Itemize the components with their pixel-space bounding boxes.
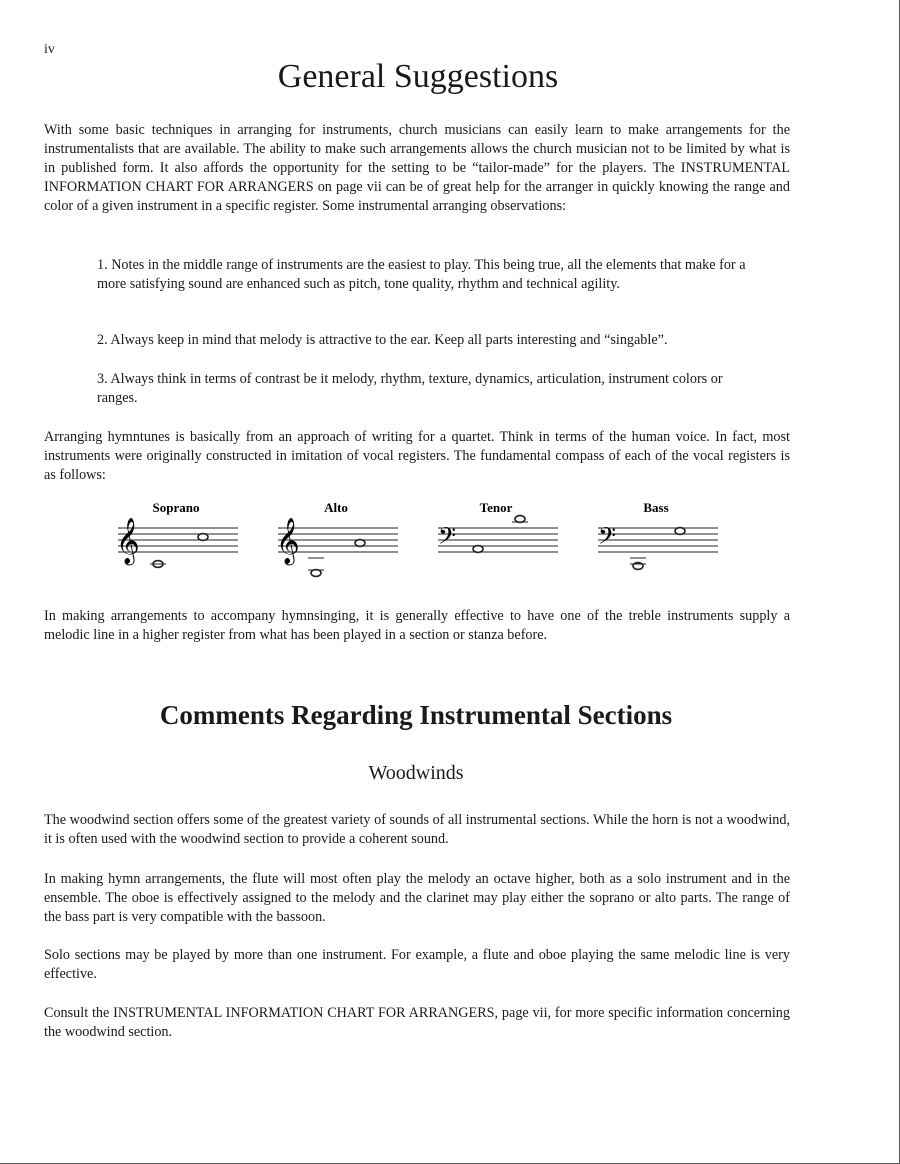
bass-clef-icon: 𝄢 xyxy=(598,522,617,555)
page-title: General Suggestions xyxy=(277,58,559,95)
observation-1: 1. Notes in the middle range of instruments are the easiest to play. This being true, all the elements that make for a more satisfying sound are enhanced such as pitch, tone quality, rhythm and technical agility. xyxy=(97,257,746,292)
staff-tenor xyxy=(438,500,558,555)
treble-clef-icon: 𝄞 xyxy=(276,518,300,564)
note-high xyxy=(675,528,685,535)
observation-2: 2. Always keep in mind that melody is attractive to the ear. Keep all parts interesting and “singable”. xyxy=(97,332,668,348)
note-high xyxy=(515,516,525,523)
staff-label-bass: Bass xyxy=(643,500,669,515)
staff-label-tenor: Tenor xyxy=(479,500,513,515)
note-low xyxy=(473,546,483,553)
woodwind-paragraph-1: The woodwind section offers some of the greatest variety of sounds of all instrumental sections. While the horn is not a woodwind, it is often used with the woodwind section to provide a coherent sound. xyxy=(44,812,790,847)
intro-paragraph: With some basic techniques in arranging for instruments, church musicians can easily learn to make arrangements for the instrumentalists that are available. The ability to make such arrangements allows the church musician not to be limited by what is in published form. It also affords the opportunity for the setting to be “tailor-made” for the players. The INSTRUMENTAL INFORMATION CHART FOR ARRANGERS on page vii can be of great help for the arranger in quickly knowing the range and color of a given instrument in a specific register. Some instrumental arranging observations: xyxy=(44,122,790,214)
note-high xyxy=(198,534,208,541)
observation-3: 3. Always think in terms of contrast be it melody, rhythm, texture, dynamics, articulation, instrument colors or ranges. xyxy=(97,371,723,406)
note-low xyxy=(311,570,321,577)
staff-soprano xyxy=(116,500,238,567)
hymn-paragraph: Arranging hymntunes is basically from an approach of writing for a quartet. Think in terms of the human voice. In fact, most instruments were originally constructed in imitation of vocal registers. The fundamental compass of each of the vocal registers is as follows: xyxy=(44,429,790,483)
staff-label-alto: Alto xyxy=(324,500,348,515)
treble-clef-icon: 𝄞 xyxy=(116,518,140,564)
page-number: iv xyxy=(44,42,55,57)
note-high xyxy=(355,540,365,547)
staff-alto xyxy=(276,500,398,576)
staff-label-soprano: Soprano xyxy=(152,500,200,515)
woodwind-paragraph-2: In making hymn arrangements, the flute will most often play the melody an octave higher, both as a solo instrument and in the ensemble. The oboe is effectively assigned to the melody and the clarinet may play either the soprano or alto parts. The range of the bass part is very compatible with the bassoon. xyxy=(44,871,790,925)
vocal-registers-figure xyxy=(110,496,740,586)
section-title: Comments Regarding Instrumental Sections xyxy=(159,700,673,730)
accompany-paragraph: In making arrangements to accompany hymnsinging, it is generally effective to have one of the treble instruments supply a melodic line in a higher register from what has been played in a section or stanza before. xyxy=(44,608,790,643)
woodwind-paragraph-4: Consult the INSTRUMENTAL INFORMATION CHART FOR ARRANGERS, page vii, for more specific information concerning the woodwind section. xyxy=(44,1005,790,1040)
staff-bass xyxy=(598,500,718,569)
bass-clef-icon: 𝄢 xyxy=(438,522,457,555)
subsection-title: Woodwinds xyxy=(368,762,464,784)
woodwind-paragraph-3: Solo sections may be played by more than one instrument. For example, a flute and oboe playing the same melodic line is very effective. xyxy=(44,947,790,982)
